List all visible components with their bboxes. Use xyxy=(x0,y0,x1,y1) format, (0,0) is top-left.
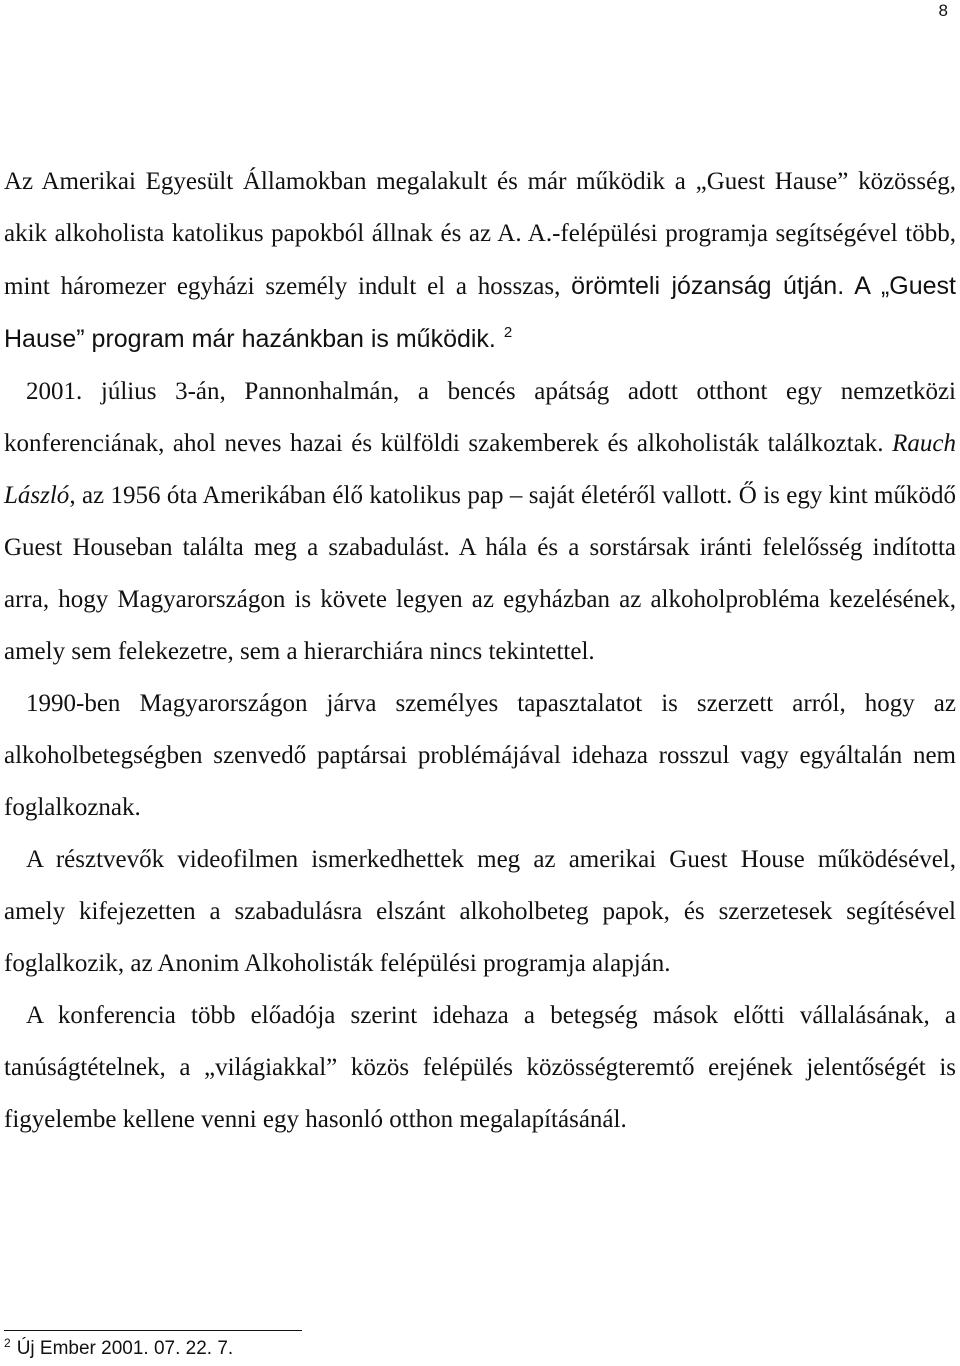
paragraph-3: 1990-ben Magyarországon járva személyes tapasztalatot is szerzett arról, hogy az alkoholbetegségben szenvedő paptársai problémájával idehaza rosszul vagy egyáltalán nem foglalkoznak. xyxy=(4,690,956,821)
footnote-divider xyxy=(4,1330,302,1331)
paragraph-4: A résztvevők videofilmen ismerkedhettek meg az amerikai Guest House működésével, amely kifejezetten a szabadulásra elszánt alkoholbeteg papok, és szerzetesek segítésével foglalkozik, az Anonim Alkoholisták felépülési programja alapján. xyxy=(4,846,956,977)
footnote-marker: 2 xyxy=(4,1335,11,1350)
footnote xyxy=(4,1336,233,1362)
paragraph-1-text: Az Amerikai Egyesült Államokban megalakult és már működik a „Guest Hause” közösség, akik alkoholista katolikus papokból állnak és az A. A.-felépülési programja segítségével több, mint háromezer egyházi személy indult el a hosszas, xyxy=(4,168,956,300)
paragraph-1 xyxy=(4,156,956,366)
paragraph-5: A konferencia több előadója szerint idehaza a betegség mások előtti vállalásának, a tanúságtételnek, a „világiakkal” közös felépülés közösségteremtő erejének jelentőségét is figyelembe kellene venni egy hasonló otthon megalapításánál. xyxy=(4,1002,956,1133)
page-number: 8 xyxy=(938,1,948,20)
paragraph-2-text-end: , az 1956 óta Amerikában élő katolikus pap – saját életéről vallott. Ő is egy kint működő Guest Houseban találta meg a szabadulást. A hála és a sorstársak iránti felelősség indította arra, hogy Magyarországon is követe legyen az egyházban az alkoholprobléma kezelésének, amely sem felekezetre, sem a hierarchiára nincs tekintettel. xyxy=(4,482,956,665)
paragraph-2 xyxy=(4,366,956,678)
person-name: Rauch László xyxy=(4,430,956,509)
footnote-reference[interactable]: 2 xyxy=(503,323,513,341)
document-body xyxy=(4,156,956,1146)
paragraph-2-text-start: 2001. július 3-án, Pannonhalmán, a bencés apátság adott otthont egy nemzetközi konferenciának, ahol neves hazai és külföldi szakemberek és alkoholisták találkoztak. xyxy=(4,378,956,457)
paragraph-1-sans-text: örömteli józanság útján. A „Guest Hause” program már hazánkban is működik. xyxy=(4,272,956,353)
footnote-text: Új Ember 2001. 07. 22. 7. xyxy=(16,1338,234,1359)
